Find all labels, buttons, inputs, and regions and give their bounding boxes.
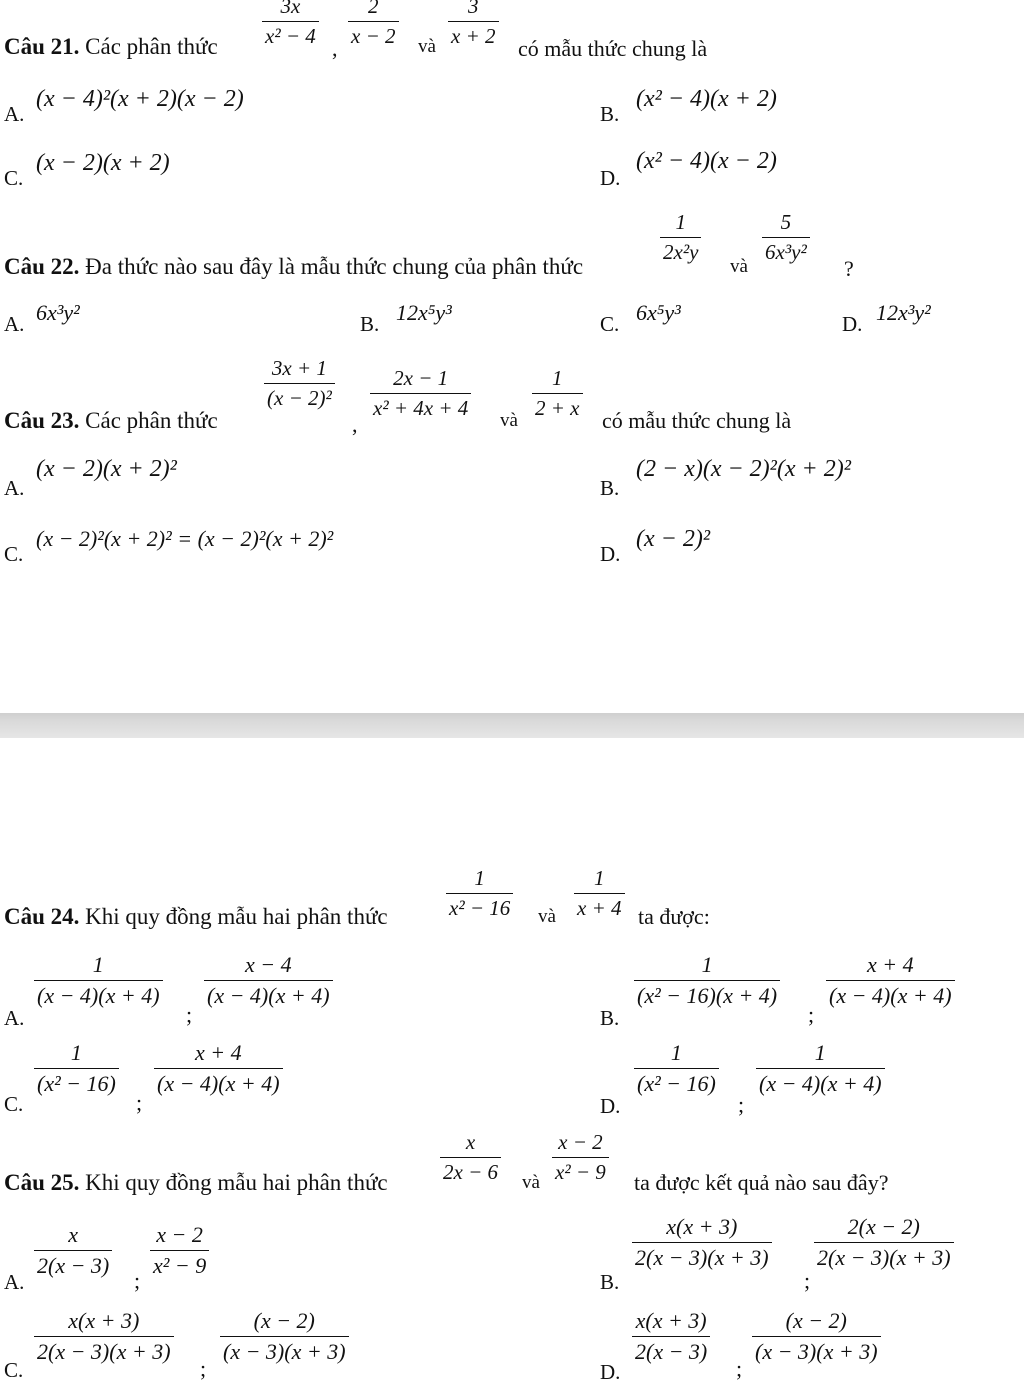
q23-fraction-1 [264, 356, 335, 411]
q24-d-f2-den: (x − 4)(x + 4) [756, 1068, 885, 1097]
q23-f3-den: 2 + x [532, 393, 583, 421]
q23-option-b-letter: B. [600, 476, 620, 500]
q25-option-b-semicolon: ; [804, 1268, 811, 1293]
q25-label: Câu 25. [4, 1170, 80, 1195]
q21-option-b-letter: B. [600, 102, 620, 126]
q24-f1-den: x² − 16 [446, 893, 513, 921]
q21-option-d-letter: D. [600, 166, 621, 190]
q21-f2-num: 2 [368, 0, 379, 18]
q24-option-b-fraction-1 [634, 952, 780, 1009]
q24-b-f2-den: (x − 4)(x + 4) [826, 980, 955, 1009]
q25-and: và [522, 1172, 540, 1193]
q25-d-f1-den: 2(x − 3) [632, 1336, 710, 1365]
q21-f1-den: x² − 4 [262, 21, 319, 49]
q25-option-b-fraction-2 [814, 1214, 954, 1271]
page-divider [0, 713, 1024, 738]
q21-f3-num: 3 [468, 0, 479, 18]
q25-a-f2-den: x² − 9 [150, 1250, 209, 1279]
q23-option-d: (x − 2)² [636, 526, 711, 552]
q22-option-c-letter: C. [600, 312, 620, 336]
q24-c-f1-den: (x² − 16) [34, 1068, 119, 1097]
q25-option-d-fraction-2 [752, 1308, 881, 1365]
q24-f1-num: 1 [474, 866, 485, 890]
q22-f1-num: 1 [675, 210, 686, 234]
q23-comma: , [352, 412, 358, 437]
q25-b-f1-num: x(x + 3) [666, 1214, 738, 1239]
q22-heading [4, 254, 583, 280]
q21-f1-num: 3x [280, 0, 301, 18]
q21-f2-den: x − 2 [348, 21, 399, 49]
q24-a-f1-num: 1 [92, 952, 104, 977]
q22-fraction-1 [660, 210, 701, 265]
q23-f3-num: 1 [552, 366, 563, 390]
q24-option-d-semicolon: ; [738, 1092, 745, 1117]
q24-option-c-fraction-2 [154, 1040, 283, 1097]
q25-d-f2-num: (x − 2) [785, 1308, 847, 1333]
q24-heading [4, 904, 388, 930]
q24-option-a-letter: A. [4, 1006, 25, 1030]
q23-label: Câu 23. [4, 408, 80, 433]
q22-f2-den: 6x³y² [762, 237, 810, 265]
q23-f1-den: (x − 2)² [264, 383, 335, 411]
q22-option-a-letter: A. [4, 312, 25, 336]
q22-text: Đa thức nào sau đây là mẫu thức chung của phân thức [85, 254, 584, 279]
q21-fraction-2 [348, 0, 399, 49]
q24-c-f2-den: (x − 4)(x + 4) [154, 1068, 283, 1097]
q25-option-c-fraction-1 [34, 1308, 174, 1365]
q25-b-f1-den: 2(x − 3)(x + 3) [632, 1242, 772, 1271]
q24-option-b-fraction-2 [826, 952, 955, 1009]
q24-a-f2-den: (x − 4)(x + 4) [204, 980, 333, 1009]
q22-tail: ? [844, 256, 854, 281]
q24-and: và [538, 906, 556, 927]
q25-option-a-semicolon: ; [134, 1268, 141, 1293]
q23-fraction-3 [532, 366, 583, 421]
q23-f2-den: x² + 4x + 4 [370, 393, 471, 421]
q21-fraction-1 [262, 0, 319, 49]
q22-f1-den: 2x²y [660, 237, 701, 265]
q25-option-b-fraction-1 [632, 1214, 772, 1271]
q25-b-f2-den: 2(x − 3)(x + 3) [814, 1242, 954, 1271]
q25-heading [4, 1170, 388, 1196]
q25-f1-num: x [465, 1130, 476, 1154]
q21-tail: có mẫu thức chung là [518, 36, 708, 61]
q24-option-d-fraction-2 [756, 1040, 885, 1097]
q21-heading [4, 34, 218, 60]
q25-fraction-1 [440, 1130, 501, 1185]
q21-f3-den: x + 2 [448, 21, 499, 49]
q23-option-d-letter: D. [600, 542, 621, 566]
q25-tail: ta được kết quả nào sau đây? [634, 1170, 889, 1195]
q23-f1-num: 3x + 1 [271, 356, 327, 380]
q25-d-f1-num: x(x + 3) [635, 1308, 707, 1333]
q23-heading [4, 408, 218, 434]
q24-f2-den: x + 4 [574, 893, 625, 921]
q24-d-f2-num: 1 [814, 1040, 826, 1065]
q24-c-f2-num: x + 4 [194, 1040, 242, 1065]
q25-c-f2-num: (x − 2) [253, 1308, 315, 1333]
q23-option-c-letter: C. [4, 542, 24, 566]
q24-fraction-1 [446, 866, 513, 921]
q25-option-c-semicolon: ; [200, 1356, 207, 1381]
q21-label: Câu 21. [4, 34, 80, 59]
q23-text: Các phân thức [85, 408, 218, 433]
q24-option-a-fraction-1 [34, 952, 163, 1009]
q23-option-a: (x − 2)(x + 2)² [36, 456, 177, 482]
q25-option-a-letter: A. [4, 1270, 25, 1294]
q24-option-c-semicolon: ; [136, 1090, 143, 1115]
q25-a-f2-num: x − 2 [156, 1222, 203, 1247]
q25-a-f1-num: x [68, 1222, 79, 1247]
q21-option-a: (x − 4)²(x + 2)(x − 2) [36, 86, 244, 112]
q22-option-b: 12x⁵y³ [396, 300, 452, 325]
q25-c-f2-den: (x − 3)(x + 3) [220, 1336, 349, 1365]
q22-option-a: 6x³y² [36, 300, 80, 325]
q21-option-d: (x² − 4)(x − 2) [636, 148, 777, 174]
q25-f2-den: x² − 9 [552, 1157, 609, 1185]
q25-b-f2-num: 2(x − 2) [847, 1214, 920, 1239]
q23-and: và [500, 410, 518, 431]
q23-option-b: (2 − x)(x − 2)²(x + 2)² [636, 456, 851, 482]
q25-option-d-fraction-1 [632, 1308, 710, 1365]
q24-option-a-fraction-2 [204, 952, 333, 1009]
q24-a-f1-den: (x − 4)(x + 4) [34, 980, 163, 1009]
q21-comma: , [332, 36, 338, 61]
q25-fraction-2 [552, 1130, 609, 1185]
q23-fraction-2 [370, 366, 471, 421]
q25-c-f1-num: x(x + 3) [68, 1308, 140, 1333]
q22-option-d-letter: D. [842, 312, 863, 336]
q24-option-c-fraction-1 [34, 1040, 119, 1097]
q24-fraction-2 [574, 866, 625, 921]
q24-option-d-fraction-1 [634, 1040, 719, 1097]
q24-option-b-semicolon: ; [808, 1002, 815, 1027]
q24-d-f1-den: (x² − 16) [634, 1068, 719, 1097]
q24-b-f2-num: x + 4 [866, 952, 914, 977]
q24-b-f1-den: (x² − 16)(x + 4) [634, 980, 780, 1009]
q21-text: Các phân thức [85, 34, 218, 59]
q25-option-a-fraction-1 [34, 1222, 112, 1279]
q21-option-c: (x − 2)(x + 2) [36, 150, 170, 176]
q22-fraction-2 [762, 210, 810, 265]
q24-c-f1-num: 1 [70, 1040, 82, 1065]
q24-option-a-semicolon: ; [186, 1002, 193, 1027]
q21-fraction-3 [448, 0, 499, 49]
q22-label: Câu 22. [4, 254, 80, 279]
q25-option-c-fraction-2 [220, 1308, 349, 1365]
q22-option-b-letter: B. [360, 312, 380, 336]
q25-option-d-letter: D. [600, 1360, 621, 1384]
q24-tail: ta được: [638, 904, 710, 929]
q25-a-f1-den: 2(x − 3) [34, 1250, 112, 1279]
q22-option-c: 6x⁵y³ [636, 300, 681, 325]
q24-option-d-letter: D. [600, 1094, 621, 1118]
q24-a-f2-num: x − 4 [244, 952, 292, 977]
q24-text: Khi quy đồng mẫu hai phân thức [85, 904, 388, 929]
q23-f2-num: 2x − 1 [393, 366, 449, 390]
q25-option-d-semicolon: ; [736, 1356, 743, 1381]
q25-f1-den: 2x − 6 [440, 1157, 501, 1185]
q24-d-f1-num: 1 [670, 1040, 682, 1065]
q21-and: và [418, 36, 436, 57]
q24-b-f1-num: 1 [701, 952, 713, 977]
q25-f2-num: x − 2 [558, 1130, 603, 1154]
q21-option-c-letter: C. [4, 166, 24, 190]
q25-option-c-letter: C. [4, 1358, 24, 1382]
q22-option-d: 12x³y² [876, 300, 931, 325]
q24-option-c-letter: C. [4, 1092, 24, 1116]
q22-f2-num: 5 [780, 210, 792, 234]
q23-option-c: (x − 2)²(x + 2)² = (x − 2)²(x + 2)² [36, 526, 334, 551]
q25-d-f2-den: (x − 3)(x + 3) [752, 1336, 881, 1365]
q25-option-a-fraction-2 [150, 1222, 209, 1279]
q22-and: và [730, 256, 748, 277]
q23-option-a-letter: A. [4, 476, 25, 500]
q25-c-f1-den: 2(x − 3)(x + 3) [34, 1336, 174, 1365]
q21-option-b: (x² − 4)(x + 2) [636, 86, 777, 112]
q25-option-b-letter: B. [600, 1270, 620, 1294]
q21-option-a-letter: A. [4, 102, 25, 126]
q24-label: Câu 24. [4, 904, 80, 929]
q23-tail: có mẫu thức chung là [602, 408, 792, 433]
q25-text: Khi quy đồng mẫu hai phân thức [85, 1170, 388, 1195]
q24-f2-num: 1 [594, 866, 605, 890]
q24-option-b-letter: B. [600, 1006, 620, 1030]
